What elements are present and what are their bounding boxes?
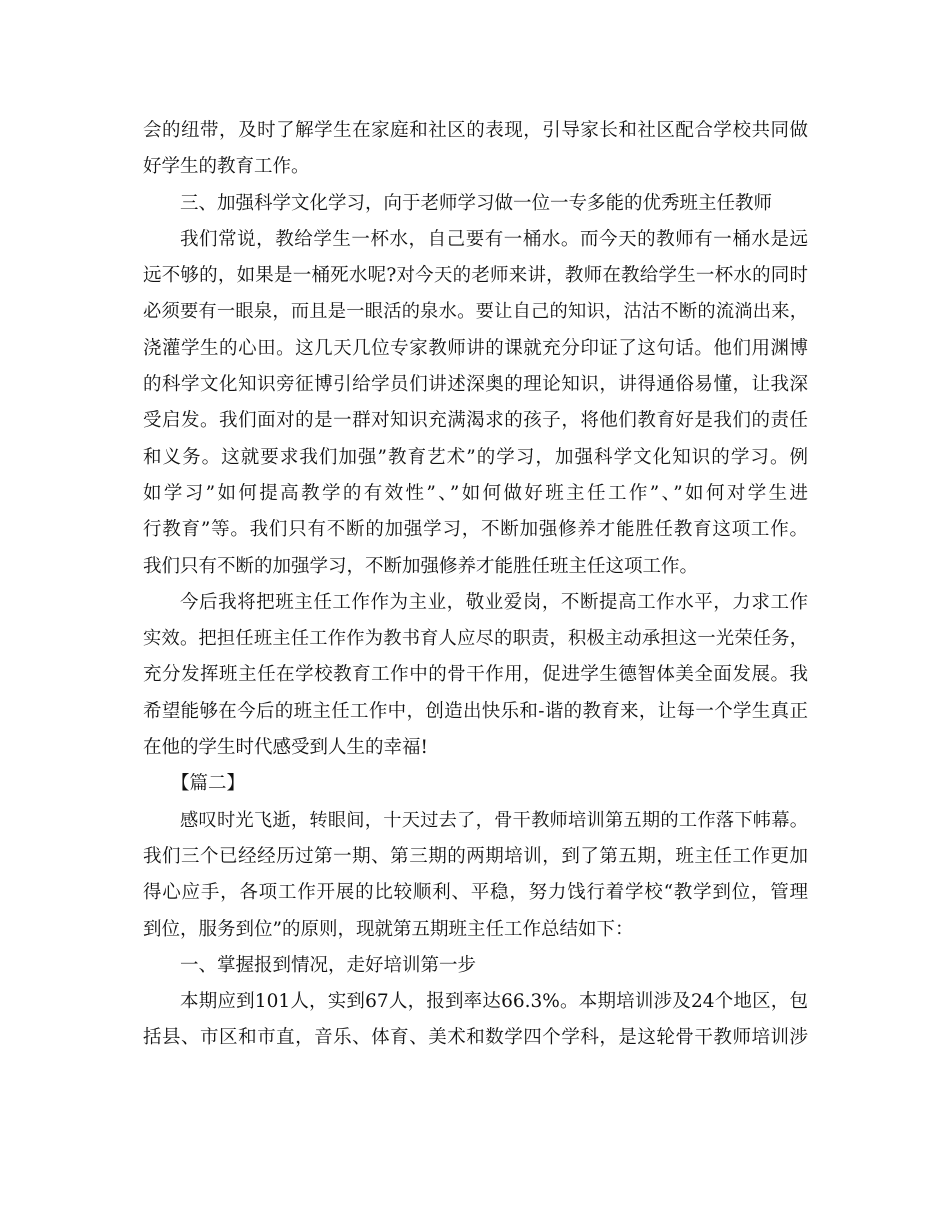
text-line: 括县、市区和市直，音乐、体育、美术和数学四个学科，是这轮骨干教师培训涉 xyxy=(143,1027,808,1049)
text-line: 我们常说，教给学生一杯水，自己要有一桶水。而今天的教师有一桶水是远 xyxy=(180,228,808,250)
text-line: 今后我将把班主任工作作为主业，敬业爱岗，不断提高工作水平，力求工作 xyxy=(180,591,808,613)
text-line: 充分发挥班主任在学校教育工作中的骨干作用，促进学生德智体美全面发展。我 xyxy=(143,664,808,686)
text-line: 行教育”等。我们只有不断的加强学习，不断加强修养才能胜任教育这项工作。 xyxy=(143,519,808,541)
section-heading: 三、加强科学文化学习，向于老师学习做一位一专多能的优秀班主任教师 xyxy=(180,192,773,214)
text-line: 必须要有一眼泉，而且是一眼活的泉水。要让自己的知识，沽沽不断的流淌出来， xyxy=(143,301,808,323)
text-line: 到位，服务到位”的原则，现就第五期班主任工作总结如下： xyxy=(143,918,634,940)
text-line: 浇灌学生的心田。这几天几位专家教师讲的课就充分印证了这句话。他们用渊博 xyxy=(143,337,808,359)
text-line: 好学生的教育工作。 xyxy=(143,156,310,178)
text-line: 受启发。我们面对的是一群对知识充满渴求的孩子，将他们教育好是我们的责任 xyxy=(143,410,808,432)
text-line: 我们只有不断的加强学习，不断加强修养才能胜任班主任这项工作。 xyxy=(143,555,699,577)
text-line: 的科学文化知识旁征博引给学员们讲述深奥的理论知识，讲得通俗易懂，让我深 xyxy=(143,374,808,396)
text-line: 感叹时光飞逝，转眼间，十天过去了，骨干教师培训第五期的工作落下帏幕。 xyxy=(180,809,808,831)
text-line: 在他的学生时代感受到人生的幸福! xyxy=(143,737,428,759)
text-line: 得心应手，各项工作开展的比较顺利、平稳，努力饯行着学校“教学到位，管理 xyxy=(143,882,808,904)
text-line: 我们三个已经经历过第一期、第三期的两期培训，到了第五期，班主任工作更加 xyxy=(143,845,808,867)
document-body xyxy=(143,113,808,1057)
text-line: 和义务。这就要求我们加强”教育艺术”的学习，加强科学文化知识的学习。例 xyxy=(143,446,808,468)
text-line: 实效。把担任班主任工作作为教书育人应尽的职责，积极主动承担这一光荣任务， xyxy=(143,628,808,650)
text-line: 会的纽带，及时了解学生在家庭和社区的表现，引导家长和社区配合学校共同做 xyxy=(143,120,808,141)
text-line: 如学习”如何提高教学的有效性”、”如何做好班主任工作”、”如何对学生进 xyxy=(143,482,808,504)
section-heading: 一、掌握报到情况，走好培训第一步 xyxy=(180,954,477,976)
text-line: 本期应到101人，实到67人，报到率达66.3%。本期培训涉及24个地区，包 xyxy=(180,991,808,1013)
text-line: 远不够的，如果是一桶死水呢?对今天的老师来讲，教师在教给学生一杯水的同时 xyxy=(143,265,808,287)
section-title: 【篇二】 xyxy=(171,773,246,795)
text-line: 希望能够在今后的班主任工作中，创造出快乐和-谐的教育来，让每一个学生真正 xyxy=(143,700,808,722)
